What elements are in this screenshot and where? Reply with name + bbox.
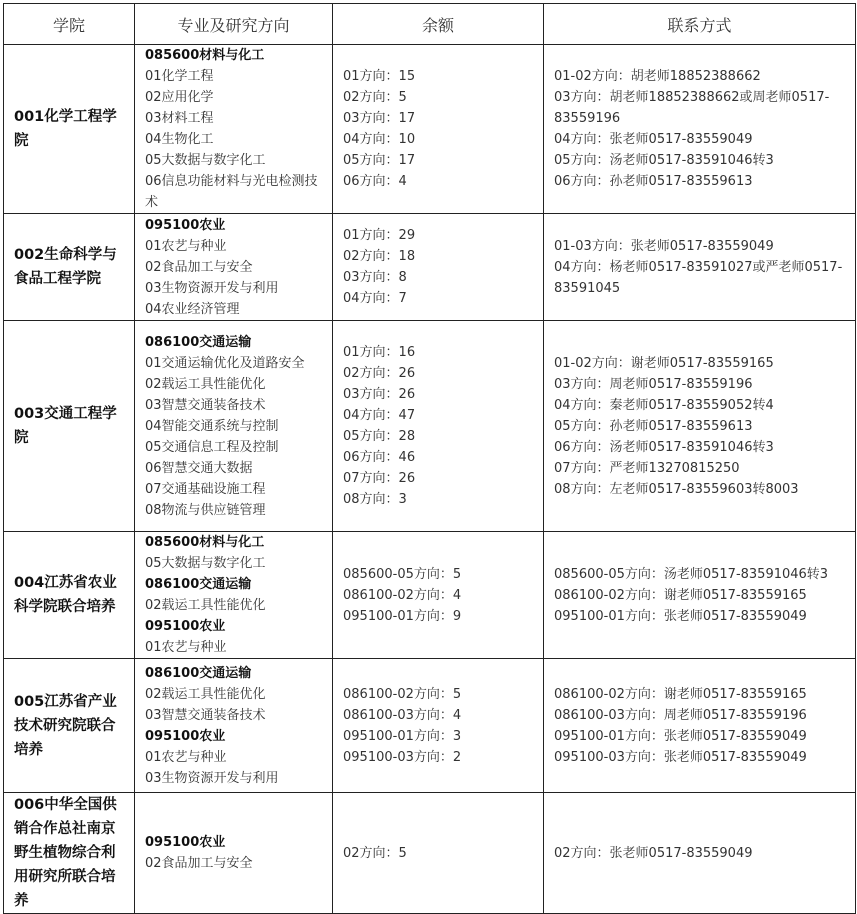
quota-cell: [333, 659, 544, 793]
quota-item: 086100-02方向：5: [343, 686, 462, 702]
quota-item: 05方向：17: [343, 153, 416, 168]
contact-item: 01-03方向：张老师0517-83559049: [554, 238, 774, 254]
contact-item: 05方向：孙老师0517-83559613: [554, 418, 753, 434]
quota-item: 095100-01方向：9: [343, 608, 462, 624]
quota-item: 085600-05方向：5: [343, 566, 462, 582]
research-direction: 06智慧交通大数据: [145, 460, 253, 476]
quota-item: 05方向：28: [343, 429, 416, 444]
quota-item: 02方向：5: [343, 90, 407, 105]
research-direction: 02应用化学: [145, 90, 214, 105]
research-direction: 03智慧交通装备技术: [145, 397, 266, 413]
header-contact: 联系方式: [544, 4, 856, 45]
contact-item: 086100-02方向：谢老师0517-83559165: [554, 686, 807, 702]
quota-item: 03方向：8: [343, 270, 407, 285]
contact-cell: [544, 659, 856, 793]
contact-item: 05方向：汤老师0517-83591046转3: [554, 153, 774, 168]
contact-item: 095100-03方向：张老师0517-83559049: [554, 749, 807, 765]
contact-item: 086100-03方向：周老师0517-83559196: [554, 707, 807, 723]
quota-item: 07方向：26: [343, 471, 416, 486]
contact-item: 06方向：孙老师0517-83559613: [554, 174, 753, 189]
contact-item: 08方向：左老师0517-83559603转8003: [554, 481, 799, 497]
contact-item: 03方向：胡老师18852388662或周老师0517-83559196: [554, 90, 830, 126]
quota-cell: [333, 793, 544, 914]
contact-item: 095100-01方向：张老师0517-83559049: [554, 728, 807, 744]
major-title: 086100交通运输: [145, 665, 252, 681]
header-row: [4, 4, 856, 45]
major-title: 085600材料与化工: [145, 535, 265, 550]
research-direction: 05交通信息工程及控制: [145, 439, 279, 455]
school-name: 006中华全国供销合作总社南京野生植物综合利用研究所联合培养: [4, 793, 135, 914]
quota-item: 02方向：18: [343, 249, 416, 264]
research-direction: 01农艺与种业: [145, 238, 227, 254]
school-name: 001化学工程学院: [4, 45, 135, 214]
contact-item: 04方向：张老师0517-83559049: [554, 132, 753, 147]
contact-item: 07方向：严老师13270815250: [554, 460, 740, 476]
research-direction: 02载运工具性能优化: [145, 598, 266, 613]
research-direction: 03生物资源开发与利用: [145, 770, 279, 786]
contact-item: 01-02方向：胡老师18852388662: [554, 69, 761, 84]
header-school: 学院: [4, 4, 135, 45]
quota-cell: [333, 214, 544, 321]
contact-item: 04方向：杨老师0517-83591027或严老师0517-83591045: [554, 259, 843, 296]
quota-item: 06方向：4: [343, 174, 407, 189]
research-direction: 03智慧交通装备技术: [145, 707, 266, 723]
program-cell: [135, 45, 333, 214]
research-direction: 07交通基础设施工程: [145, 481, 266, 497]
major-title: 085600材料与化工: [145, 48, 265, 63]
quota-item: 086100-02方向：4: [343, 587, 462, 603]
research-direction: 03材料工程: [145, 111, 214, 126]
quota-item: 06方向：46: [343, 450, 416, 465]
contact-cell: [544, 532, 856, 659]
quota-item: 095100-03方向：2: [343, 749, 462, 765]
quota-item: 01方向：16: [343, 345, 416, 360]
quota-cell: [333, 532, 544, 659]
research-direction: 01农艺与种业: [145, 640, 227, 655]
quota-item: 03方向：17: [343, 111, 416, 126]
research-direction: 06信息功能材料与光电检测技术: [145, 174, 318, 210]
header-quota: 余额: [333, 4, 544, 45]
research-direction: 02食品加工与安全: [145, 259, 253, 275]
school-name: 004江苏省农业科学院联合培养: [4, 532, 135, 659]
quota-cell: [333, 321, 544, 532]
major-title: 095100农业: [145, 619, 226, 634]
contact-item: 03方向：周老师0517-83559196: [554, 376, 753, 392]
research-direction: 08物流与供应链管理: [145, 502, 266, 518]
research-direction: 01化学工程: [145, 69, 214, 84]
contact-item: 01-02方向：谢老师0517-83559165: [554, 355, 774, 371]
contact-item: 02方向：张老师0517-83559049: [554, 845, 753, 861]
contact-cell: [544, 321, 856, 532]
program-cell: [135, 793, 333, 914]
table-row: [4, 793, 856, 914]
research-direction: 04生物化工: [145, 132, 214, 147]
table-row: [4, 659, 856, 793]
major-title: 095100农业: [145, 217, 226, 233]
quota-item: 02方向：5: [343, 845, 407, 861]
table-row: [4, 214, 856, 321]
quota-item: 01方向：15: [343, 69, 416, 84]
major-title: 086100交通运输: [145, 334, 252, 350]
quota-item: 04方向：7: [343, 291, 407, 306]
admissions-table: [3, 3, 856, 914]
program-cell: [135, 321, 333, 532]
contact-item: 06方向：汤老师0517-83591046转3: [554, 439, 774, 455]
contact-cell: [544, 793, 856, 914]
table-row: [4, 532, 856, 659]
program-cell: [135, 659, 333, 793]
header-program: 专业及研究方向: [135, 4, 333, 45]
table-row: [4, 45, 856, 214]
quota-item: 01方向：29: [343, 228, 416, 243]
major-title: 086100交通运输: [145, 577, 252, 592]
research-direction: 01农艺与种业: [145, 749, 227, 765]
research-direction: 05大数据与数字化工: [145, 556, 266, 571]
research-direction: 01交通运输优化及道路安全: [145, 355, 305, 371]
research-direction: 05大数据与数字化工: [145, 153, 266, 168]
program-cell: [135, 532, 333, 659]
quota-item: 086100-03方向：4: [343, 707, 462, 723]
contact-item: 085600-05方向：汤老师0517-83591046转3: [554, 566, 829, 582]
quota-item: 02方向：26: [343, 366, 416, 381]
quota-item: 095100-01方向：3: [343, 728, 462, 744]
research-direction: 04智能交通系统与控制: [145, 418, 279, 434]
major-title: 095100农业: [145, 728, 226, 744]
research-direction: 02载运工具性能优化: [145, 686, 266, 702]
school-name: 002生命科学与食品工程学院: [4, 214, 135, 321]
research-direction: 02载运工具性能优化: [145, 376, 266, 392]
school-name: 005江苏省产业技术研究院联合培养: [4, 659, 135, 793]
contact-item: 086100-02方向：谢老师0517-83559165: [554, 587, 807, 603]
contact-item: 04方向：秦老师0517-83559052转4: [554, 397, 774, 413]
contact-cell: [544, 45, 856, 214]
quota-item: 08方向：3: [343, 492, 407, 507]
quota-item: 04方向：47: [343, 408, 416, 423]
contact-item: 095100-01方向：张老师0517-83559049: [554, 608, 807, 624]
school-name: 003交通工程学院: [4, 321, 135, 532]
major-title: 095100农业: [145, 835, 226, 850]
program-cell: [135, 214, 333, 321]
research-direction: 03生物资源开发与利用: [145, 280, 279, 296]
research-direction: 02食品加工与安全: [145, 856, 253, 871]
quota-item: 04方向：10: [343, 132, 416, 147]
table-row: [4, 321, 856, 532]
quota-item: 03方向：26: [343, 387, 416, 402]
contact-cell: [544, 214, 856, 321]
quota-cell: [333, 45, 544, 214]
research-direction: 04农业经济管理: [145, 301, 240, 317]
